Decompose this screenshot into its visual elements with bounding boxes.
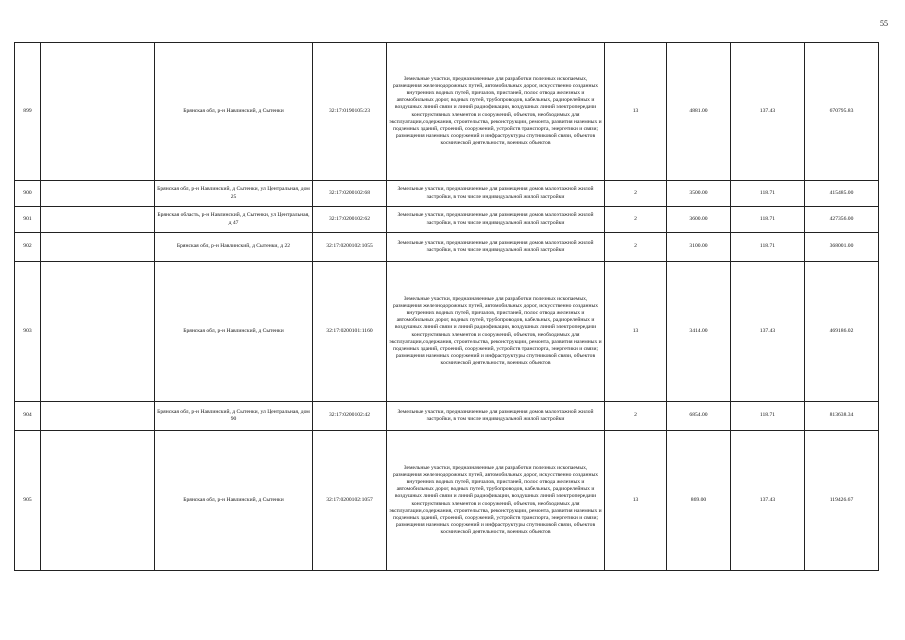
table-row (15, 181, 879, 207)
group-cell: 13 (605, 431, 667, 571)
group-cell: 2 (605, 402, 667, 431)
row-number: 903 (15, 262, 41, 402)
cadastral-number-cell: 32:17:0200102:1057 (313, 431, 387, 571)
rate-cell: 118.71 (731, 181, 805, 207)
cadastral-number-cell: 32:17:0200102:68 (313, 181, 387, 207)
purpose-cell: Земельные участки, предназначенные для размещения домов малоэтажной жилой застройки, в том числе индивидуальной жилой застройки (387, 207, 605, 233)
purpose-cell: Земельные участки, предназначенные для размещения домов малоэтажной жилой застройки, в том числе индивидуальной жилой застройки (387, 181, 605, 207)
purpose-cell: Земельные участки, предназначенные для размещения домов малоэтажной жилой застройки, в том числе индивидуальной жилой застройки (387, 233, 605, 262)
group-cell: 2 (605, 207, 667, 233)
rate-cell: 137.43 (731, 43, 805, 181)
blank-cell (41, 402, 155, 431)
group-cell: 2 (605, 181, 667, 207)
row-number: 899 (15, 43, 41, 181)
group-cell: 13 (605, 262, 667, 402)
area-cell: 3414.00 (667, 262, 731, 402)
row-number: 905 (15, 431, 41, 571)
area-cell: 3500.00 (667, 181, 731, 207)
row-number: 901 (15, 207, 41, 233)
land-register-table (14, 42, 879, 571)
cadastral-value-cell: 813638.34 (805, 402, 879, 431)
table-row (15, 43, 879, 181)
rate-cell: 118.71 (731, 233, 805, 262)
table-row (15, 402, 879, 431)
address-cell: Брянская обл, р-н Навлинский, д Сытенки (155, 262, 313, 402)
cadastral-value-cell: 368001.00 (805, 233, 879, 262)
table-row (15, 262, 879, 402)
rate-cell: 118.71 (731, 402, 805, 431)
area-cell: 3100.00 (667, 233, 731, 262)
blank-cell (41, 431, 155, 571)
cadastral-number-cell: 32:17:0200101:1160 (313, 262, 387, 402)
cadastral-number-cell: 32:17:0200102:1055 (313, 233, 387, 262)
group-cell: 2 (605, 233, 667, 262)
address-cell: Брянская обл, р-н Навлинский, д Сытенки (155, 43, 313, 181)
blank-cell (41, 43, 155, 181)
blank-cell (41, 181, 155, 207)
row-number: 900 (15, 181, 41, 207)
cadastral-number-cell: 32:17:0190105:23 (313, 43, 387, 181)
cadastral-value-cell: 469186.02 (805, 262, 879, 402)
area-cell: 4881.00 (667, 43, 731, 181)
group-cell: 13 (605, 43, 667, 181)
table-row (15, 233, 879, 262)
cadastral-value-cell: 427356.00 (805, 207, 879, 233)
cadastral-value-cell: 415485.00 (805, 181, 879, 207)
cadastral-value-cell: 119426.67 (805, 431, 879, 571)
cadastral-value-cell: 670795.83 (805, 43, 879, 181)
row-number: 904 (15, 402, 41, 431)
cadastral-number-cell: 32:17:0200102:42 (313, 402, 387, 431)
table-row (15, 431, 879, 571)
address-cell: Брянская обл, р-н Навлинский, д Сытенки, ул Центральная, дом 25 (155, 181, 313, 207)
purpose-cell: Земельные участки, предназначенные для разработки полезных ископаемых, размещения железнодорожных путей, автомобильных дорог, искусственно созданных внутренних водных путей, причалов, пристаней, полос отвода железных и автомобильных дорог, водных путей, трубопроводов, кабельных, радиорелейных и воздушных линий связи и линий радиофикации, воздушных линий электропередачи конструктивных элементов и сооружений, объектов, необходимых для эксплуатации,содержания, строительства, реконструкции, ремонта, развития наземных и подземных зданий, строений, сооружений, устройств транспорта, энергетики и связи; размещения наземных сооружений и инфраструктуры спутниковой связи, объектов космической деятельности, военных объектов (387, 431, 605, 571)
rate-cell: 118.71 (731, 207, 805, 233)
address-cell: Брянская обл, р-н Навлинский, д Сытенки, д 22 (155, 233, 313, 262)
table-row (15, 207, 879, 233)
rate-cell: 137.43 (731, 262, 805, 402)
blank-cell (41, 262, 155, 402)
blank-cell (41, 233, 155, 262)
row-number: 902 (15, 233, 41, 262)
rate-cell: 137.43 (731, 431, 805, 571)
area-cell: 869.00 (667, 431, 731, 571)
blank-cell (41, 207, 155, 233)
address-cell: Брянская область, р-н Навлинский, д Сытенки, ул Центральная, д 47 (155, 207, 313, 233)
address-cell: Брянская обл, р-н Навлинский, д Сытенки, ул Центральная, дом 90 (155, 402, 313, 431)
purpose-cell: Земельные участки, предназначенные для разработки полезных ископаемых, размещения железнодорожных путей, автомобильных дорог, искусственно созданных внутренних водных путей, причалов, пристаней, полос отвода железных и автомобильных дорог, водных путей, трубопроводов, кабельных, радиорелейных и воздушных линий связи и линий радиофикации, воздушных линий электропередачи конструктивных элементов и сооружений, объектов, необходимых для эксплуатации,содержания, строительства, реконструкции, ремонта, развития наземных и подземных зданий, строений, сооружений, устройств транспорта, энергетики и связи; размещения наземных сооружений и инфраструктуры спутниковой связи, объектов космической деятельности, военных объектов (387, 43, 605, 181)
cadastral-number-cell: 32:17:0200102:62 (313, 207, 387, 233)
area-cell: 6854.00 (667, 402, 731, 431)
page-number: 55 (880, 19, 888, 28)
purpose-cell: Земельные участки, предназначенные для разработки полезных ископаемых, размещения железнодорожных путей, автомобильных дорог, искусственно созданных внутренних водных путей, причалов, пристаней, полос отвода железных и автомобильных дорог, водных путей, трубопроводов, кабельных, радиорелейных и воздушных линий связи и линий радиофикации, воздушных линий электропередачи конструктивных элементов и сооружений, объектов, необходимых для эксплуатации,содержания, строительства, реконструкции, ремонта, развития наземных и подземных зданий, строений, сооружений, устройств транспорта, энергетики и связи; размещения наземных сооружений и инфраструктуры спутниковой связи, объектов космической деятельности, военных объектов (387, 262, 605, 402)
area-cell: 3600.00 (667, 207, 731, 233)
address-cell: Брянская обл, р-н Навлинский, д Сытенки (155, 431, 313, 571)
purpose-cell: Земельные участки, предназначенные для размещения домов малоэтажной жилой застройки, в том числе индивидуальной жилой застройки (387, 402, 605, 431)
